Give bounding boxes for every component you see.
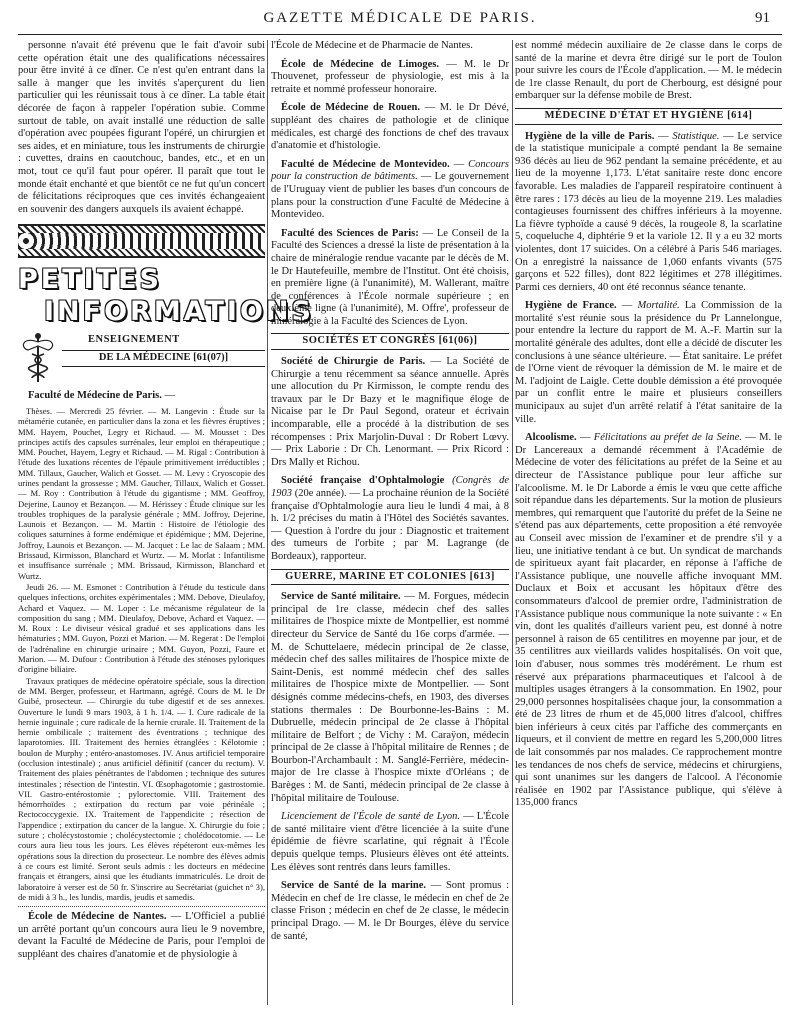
enseignement-title: ENSEIGNEMENT [88, 334, 180, 346]
limoges-paragraph [271, 59, 509, 97]
alcoolisme-paragraph: Alcoolisme. — Félicitations au préfet de la Seine. — M. le Dr Lancereaux a demandé récemment à l'Académie de Médecine de voter des félicitations au préfet de la Seine et au directeur de l'Assistance publique pour leur affiche sur l'alcoolisme. M. le Dr Laborde a émis le vœu que cette affiche soit répandue dans les départements. Sur la motion de plusieurs membres, qui remarquent que l'autorité du préfet de la Seine ne s'étend pas aux départements, cette proposition a été renvoyée au Conseil avec mission de l'examiner et de prendre s'il y a lieu, une initiative tendant à ce but. Un syndicat de marchands de spiritueux ayant fait placarder, en réponse à l'affiche de l'Assistance publique, une nouvelle affiche invoquant MM. Duclaux et Boix et accusant les hôpitaux d'être des consommateurs d'alcool de premier ordre, l'administration de l'Assistance publique nous communique la note suivante : « En vin, dont les qualités d'ailleurs varient peu, est donné à notre personnel à raison de 65 centilitres en moyenne par jour, et de 35 centilitres aux vieillards valides hospitalisés. On voit que, loin d'abuser, nous sommes très modérément. Le rhum est réservé aux préparations pharmaceutiques et l'alcool à de multiples usages étrangers à la consommation. En 1902, pour 29,000 personnes hospitalisées chaque jour, la consommation a été de 23 litres de rhum et de 45,000 litres d'alcool, chiffres bien inférieurs à ceux cités par l'affiche des commerçants en liqueurs, et il convient de mettre en regard les 5,200,000 litres de lait consommés par nos malades. Ce rapprochement montre les tendances de nos chefs de service, médecins et chirurgiens, qui sont unanimes sur les dangers de l'alcool. A l'économie réalisée en 1902 par l'Assistance publique, qui s'élève à 135,000 francs [515, 432, 783, 809]
rouen-paragraph [271, 102, 509, 152]
nantes-text: — L'Officiel a publié un arrêté portant qu'un concours aura lieu le 9 novembre, devant la Faculté de Médecine de Paris, pour l'emploi de suppléant des chaires d'anatomie et de physiologie à [18, 911, 266, 960]
faculte-paris-heading [18, 390, 265, 403]
rubric-societes: SOCIÉTÉS ET CONGRÈS [61(06)] [271, 333, 509, 350]
column-3 [515, 40, 782, 813]
montevideo-paragraph: Faculté de Médecine de Montevideo. — Concours pour la construction de bâtiments. — Le gouvernement de l'Uruguay vient de publier les bases d'un concours de plans pour la construction d'une Faculté de Médecine à Montevideo. [271, 158, 509, 221]
section-title-petites-informations [18, 264, 314, 328]
chirurgie-title: Société de Chirurgie de Paris. [281, 356, 426, 368]
hygiene-france-title: Hygiène de France. [525, 300, 617, 312]
nantes-title: École de Médecine de Nantes. [28, 911, 167, 923]
lyon-paragraph [271, 811, 509, 874]
rubric-guerre: GUERRE, MARINE ET COLONIES [613] [271, 569, 509, 586]
alcoolisme-subtitle: Félicitations au préfet de la Seine. [593, 432, 742, 444]
lyon-text: — L'École de santé militaire vient d'être licenciée à la suite d'une épidémie de fièvre scarlatine, qui régnait à l'École depuis quelque temps. Plusieurs élèves ont été atteints. Les élèves sont rentrés dans leurs familles. [271, 811, 509, 873]
section-title-word-1: PETITES [18, 264, 163, 296]
page-header [0, 6, 800, 36]
chirurgie-text: — La Société de Chirurgie a tenu récemment sa séance annuelle. Après une allocution du Pr Kirmisson, le compte rendu des travaux par le Dr Bazy et le magnifique éloge de Nicaise par le Dr Paul Segond, orateur et écrivain incomparable, elle a procédé à la distribution de ses récompenses : Prix Marjolin-Duval : Dr Robert Lœvy. — Prix Laborie : Dr Ch. Lenormant. — Prix Ricord : Drs Mally et Richou. [271, 356, 509, 468]
alcoolisme-text: — M. le Dr Lancereaux a demandé récemment à l'Académie de Médecine de voter des félicitations au préfet de la Seine et au directeur de l'Assistance publique pour leur affiche sur l'alcoolisme. M. le Dr Laborde a émis le vœu que cette affiche soit répandue dans les départements. Sur la motion de plusieurs membres, qui remarquent que l'autorité du préfet de la Seine ne s'étend pas aux départements, cette proposition a été renvoyée au Conseil avec mission de l'examiner et de prendre s'il y a lieu, une initiative tendant à ce but. Un syndicat de marchands de spiritueux ayant fait placarder, en réponse à l'affiche de l'Assistance publique, une nouvelle affiche invoquant MM. Duclaux et Boix et accusant les hôpitaux d'être des consommateurs d'alcool de premier ordre, l'administration de l'Assistance publique nous communique la note suivante : « En vin, dont les qualités d'ailleurs varient peu, est donné à notre personnel à raison de 65 centilitres en moyenne par jour, et de 35 centilitres aux vieillards valides hospitalisés. On voit que, loin d'abuser, nous sommes très modérément. Le rhum est réservé aux préparations pharmaceutiques et l'alcool à de multiples usages étrangers à la consommation. En 1902, pour 29,000 personnes hospitalisées chaque jour, la consommation a été de 23 litres de rhum et de 45,000 litres d'alcool, chiffres bien inférieurs à ceux cités par l'affiche des commerçants en liqueurs, et il convient de mettre en regard les 5,200,000 litres de lait consommés par nos malades. Ce rapprochement montre les tendances de nos chefs de service, médecins et chirurgiens, qui sont unanimes sur les dangers de l'alcool. A l'économie réalisée en 1902 par l'Assistance publique, qui s'élève à 135,000 francs [515, 432, 783, 809]
rubric-hygiene: MÉDECINE D'ÉTAT ET HYGIÈNE [614] [515, 108, 782, 125]
theses-paragraph: Thèses. — Mercredi 25 février. — M. Langevin : Étude sur la métamérie cutanée, en particulier dans la zona et les fièvres éruptives ; MM. Hayem, Pouchet, Legry et Richaud. — M. Mousset : Des principes actifs des capsules surrénales, leur emploi en thérapeutique ; MM. Pouchet, Hayem, Legry et Richaud. — M. Rigal : Contribution à l'étude des luxations récentes de l'épaule primitivement irréductibles ; MM. Tillaux, Gaucher, Walich et Gosset. — M. Levy : Cryoscopie des urines pendant la grossesse ; MM. Gaucher, Tillaux, Walich et Gosset. — M. Roy : Contribution à l'étude du gigantisme ; MM. Geoffroy, Dejerine, Launoy et Bezançon. — M. Hérissey : Étude clinique sur les troubles trophiques de la paralysie générale ; MM. Joffroy, Dejerine, Launois et Bezançon. — M. Martin : Histoire de l'étiologie des coliques saturnines à forme endémique et épidémique ; MM. Dejerine, Joffroy, Launois et Bezançon. — M. Jacquet : Le lac de Salaam ; MM. Brissaud, Kirmisson, Blanchard et Wurtz. — M. Morlat : Infantilisme et insuffisance surrénale ; MM. Brissaud, Kirmisson, Blanchard et Wurtz. [18, 405, 265, 581]
marine-text: — Sont promus : Médecin en chef de 1re classe, le médecin en chef de 2e classe Frison ; médecin en chef de 2e classe, le médecin principal Drago. — M. le Dr Bourges, élève du service de santé, [271, 880, 509, 942]
article-intro: personne n'avait été prévenu que le fait d'avoir subi cette opération était une des qualifications nécessaires pour être invité à ce dîner. Ce n'est qu'en entrant dans la salle à manger que les invités s'aperçurent du lien particulier qui les réunissait tous à ce dîner. La table était décorée de façon à rappeler l'opération subie. Comme surtout de table, on avait installé une réduction de salle d'opération avec poupées figurant l'opéré, un chirurgien et ses aides, et en miniature, tous les instruments de chirurgie : cuvettes, drains en caoutchouc, bandes, etc., et en un mot, tout ce qu'il faut pour opérer. Il paraît que tout le monde était enchanté et que bientôt ce ne fut qu'un concert de félicitations réciproques que ces invités échangeaient en souvenir des dangers auxquels ils avaient échappé. [18, 40, 265, 215]
sante-militaire-text: — M. Forgues, médecin principal de 1re classe, médecin chef des salles militaires de l'hospice mixte de Montpellier, est nommé directeur du Service de Santé du 16e corps d'armée. — M. de Schuttelaere, médecin principal de 2e classe, médecin chef des salles militaires de l'hospice mixte de Saint-Denis, est nommé médecin chef des salles militaires de l'hospice mixte de Montpellier. — Sont désignés comme médecins-chefs, en 1903, des diverses stations thermales : De Bourbonne-les-Bains : M. Dubruelle, médecin principal de 2e classe à l'hôpital militaire de Belfort ; de Vichy : M. Caraÿon, médecin principal de 2e classe à l'hôpital militaire de Rennes ; de Bourbon-l'Archambault : M. Sanglé-Ferrière, médecin-major de 1re classe à l'hospice mixte d'Orléans ; de Barèges : M. de Santi, médecin principal de 2e classe à l'hôpital militaire de Toulouse. [271, 591, 510, 804]
header-rule [18, 34, 782, 35]
ophtalmologie-text: (20e année). — La prochaine réunion de la Société française d'Ophtalmologie aura lieu le lundi 4 mai, à 8 h. 1/2 précises du matin à l'Hôtel des Sociétés savantes. — Question à l'ordre du jour : Diagnostic et traitement des tumeurs de l'orbite ; par M. Lagrange (de Bordeaux), rapporteur. [271, 488, 509, 562]
column-divider-1 [267, 40, 268, 1005]
hygiene-france-paragraph: Hygiène de France. — Mortalité. La Commission de la mortalité s'est réunie sous la présidence du Pr Lannelongue, pour entendre la lecture du rapport de M. A.-F. Martin sur la mortalité générale des adultes, dont elle a décidé de discuter les conclusions à une séance ultérieure. — État sanitaire. Le préfet de l'Orne vient de révoquer la démission de M. le maire et de M. l'adjoint de Laigle. Cette double démission a été provoquée par un conflit entre le maire et plusieurs conseillers municipaux au sujet d'un arrêté relatif à l'état sanitaire de la ville. [515, 300, 782, 425]
enseignement-rubric: DE LA MÉDECINE [61(07)] [62, 350, 265, 367]
hygiene-paris-title: Hygiène de la ville de Paris. [525, 130, 655, 142]
hygiene-paris-text: — Le service de la statistique municipale a compté pendant la 8e semaine 936 décès au lieu de 962 pendant la semaine précédente, et au lieu de la moyenne 1,173. L'état sanitaire reste donc encore favorable. Les maladies de l'appareil respiratoire continuent à être rares : 173 décès au lieu de la moyenne 219. Les maladies contagieuses fournissent des chiffres inférieurs à la moyenne. La fièvre typhoïde a causé 9 décès, la rougeole 8, la scarlatine 5, coqueluche 4, diphtérie 9 et la variole 12. Il y a eu 32 morts violentes, dont 17 suicides. On a célébré à Paris 546 mariages. On a enregistré la naissance de 1,060 enfants vivants (575 garçons et 522 filles), dont 822 légitimes et 278 illégitimes. Parmi ces derniers, 40 ont été reconnus séance tenante. [515, 130, 783, 293]
marine-paragraph [271, 880, 509, 943]
rouen-title: École de Médecine de Rouen. [281, 102, 420, 114]
hygiene-france-subtitle: Mortalité. [637, 300, 680, 312]
sciences-text: — Le Conseil de la Faculté des Sciences a dressé la liste de présentation à la chaire de minéralogie rendue vacante par le décès de M. le Dr Hautefeuille, membre de l'Institut. Ont été choisis, en première ligne (à l'unanimité), M. Wallerant, maître de conférences à l'École normale supérieure ; en deuxième ligne (à l'unanimité), M. Offre', professeur de minéralogie à la Faculté des Sciences de Lyon. [271, 227, 509, 327]
enseignement-header [18, 332, 265, 384]
alcoolisme-title: Alcoolisme. [525, 432, 577, 444]
chirurgie-paragraph [271, 356, 509, 469]
ornamental-banner [18, 224, 265, 258]
montevideo-text: — Le gouvernement de l'Uruguay vient de publier les bases d'un concours de plans pour la construction d'une Faculté de Médecine à Montevideo. [271, 171, 509, 221]
column-2 [271, 40, 509, 946]
faculte-paris-dash: — [161, 390, 175, 402]
section-title-word-2: INFORMATIONS [44, 296, 314, 328]
sciences-title: Faculté des Sciences de Paris: [281, 227, 419, 239]
column-divider-2 [512, 40, 513, 1005]
marine-continuation: est nommé médecin auxiliaire de 2e classe dans le corps de santé de la marine et devra être dirigé sur le port de Toulon pour suivre les cours de l'École d'application. — M. le médecin de 1re classe Renault, du port de Cherbourg, est désigné pour embarquer sur la défense mobile de Brest. [515, 40, 782, 102]
divider [18, 906, 265, 907]
journal-title: GAZETTE MÉDICALE DE PARIS. [263, 10, 537, 26]
marine-title: Service de Santé de la marine. [281, 880, 427, 892]
hygiene-france-text: La Commission de la mortalité s'est réunie sous la présidence du Pr Lannelongue, pour entendre la lecture du rapport de M. A.-F. Martin sur la mortalité générale des adultes, dont elle a décidé de discuter les conclusions à une séance ultérieure. — État sanitaire. Le préfet de l'Orne vient de révoquer la démission de M. le maire et de M. l'adjoint de Laigle. Cette double démission a été provoquée par un conflit entre le maire et plusieurs conseillers municipaux au sujet d'un arrêté relatif à l'état sanitaire de la ville. [515, 300, 782, 425]
sante-militaire-paragraph [271, 591, 509, 805]
banner-pattern [18, 233, 265, 249]
nantes-continuation: l'École de Médecine et de Pharmacie de Nantes. [271, 40, 473, 51]
travaux-paragraph: Travaux pratiques de médecine opératoire spéciale, sous la direction de MM. Berger, professeur, et Hartmann, agrégé. Cours de M. le Dr Guibé, prosecteur. — Chirurgie du tube digestif et de ses annexes. Ouverture le lundi 9 mars 1903, à 1 h. 1/4. — I. Cure radicale de la hernie inguinale ; cure radicale de la hernie crurale. II. Traitement de la hernie ombilicale ; traitement des éventrations ; technique des laparotomies. III. Traitement des hernies étranglées : Kélotomie ; boulon de Murphy ; entéro-anastomoses. IV. Anus artificiel temporaire (occlusion intestinale) ; anus artificiel définitif (cancer du rectum). V. Traitement des plaies pénétrantes de l'abdomen ; technique des sutures intestinales ; résection de l'intestin. VI. Œsophagotomie ; gastrostomie. VII. Gastro-entérostomie ; pylorectomie. VIII. Traitement des hémorrhoïdes ; extirpation du rectum par voie périnéale ; Rectococcygexie. IX. Traitement de l'appendicite ; résection de l'appendice ; extirpation du cancer de la langue. X. Chirurgie du foie ; suture ; cholécystostomie ; cholécystectomie ; cholédocotomie. — Le cours aura lieu tous les jours. Les élèves répéteront eux-mêmes les opérations sous la direction du prosecteur. Le nombre des élèves admis à ce cours est limité. Seront seuls admis : les docteurs en médecine français et étrangers, ainsi que les étudiants immatriculés. Le droit de laboratoire à verser est de 50 fr. S'inscrire au Secrétariat (guichet n° 3), de midi à 3 h., les lundis, mardis, jeudis et samedis. [18, 675, 265, 902]
nantes-paragraph [18, 911, 265, 961]
montevideo-title: Faculté de Médecine de Montevideo. [281, 158, 450, 170]
sante-militaire-title: Service de Santé militaire. [281, 591, 401, 603]
hygiene-paris-subtitle: Statistique. [672, 130, 720, 142]
faculte-paris-title: Faculté de Médecine de Paris. [28, 390, 162, 402]
rouen-text: — M. le Dr Dévé, suppléant des chaires de pathologie et de clinique médicales, est chargé des fonctions de chef des travaux d'anatomie et d'histologie. [271, 102, 509, 152]
ophtalmologie-subtitle: (Congrès de 1903 [271, 475, 509, 499]
page-number: 91 [755, 10, 770, 26]
limoges-text: — M. le Dr Thouvenet, professeur de physiologie, est mis à la retraite et nommé professeur honoraire. [271, 58, 509, 95]
ophtalmologie-title: Société française d'Ophtalmologie [281, 475, 445, 487]
hygiene-paris-paragraph: Hygiène de la ville de Paris. — Statistique. — Le service de la statistique municipale a compté pendant la 8e semaine 936 décès au lieu de 962 pendant la semaine précédente, et au lieu de la moyenne 1,173. L'état sanitaire reste donc encore favorable. Les maladies de l'appareil respiratoire continuent à être rares : 173 décès au lieu de la moyenne 219. Les maladies contagieuses fournissent des chiffres inférieurs à la moyenne. La fièvre typhoïde a causé 9 décès, la rougeole 8, la scarlatine 5, coqueluche 4, diphtérie 9 et la variole 12. Il y a eu 32 morts violentes, dont 17 suicides. On a célébré à Paris 546 mariages. On a enregistré la naissance de 1,060 enfants vivants (575 garçons et 522 filles), dont 822 légitimes et 278 illégitimes. Parmi ces derniers, 40 ont été reconnus séance tenante. [515, 130, 783, 293]
ophtalmologie-paragraph [271, 475, 509, 563]
lyon-title: Licenciement de l'École de santé de Lyon. [281, 811, 461, 823]
jeudi-paragraph: Jeudi 26. — M. Esmonet : Contribution à l'étude du testicule dans quelques infections, orchites expérimentales ; MM. Debove, Dieulafoy, Achard et Vaquez. — M. Loper : Le mécanisme régulateur de la composition du sang ; MM. Dieulafoy, Debove, Achard et Vaquez. — M. Roux : Le diviseur vésical gradué et ses applications dans les hématuries ; MM. Guyon, Pozzi et Marion. — M. Regerat : De l'emploi de l'adrénaline en chirurgie urinaire ; MM. Guyon, Pozzi, Faure et Marion. — M. Dufour : Contribution à l'étude des sténoses pyloriques d'origine biliaire. [18, 581, 265, 675]
column-1 [18, 40, 314, 964]
montevideo-subtitle: Concours pour la construction de bâtiments. [271, 158, 509, 183]
sciences-paragraph [271, 228, 509, 329]
theses-block [18, 406, 265, 902]
caduceus-icon [18, 332, 58, 384]
limoges-title: École de Médecine de Limoges. [281, 58, 440, 70]
